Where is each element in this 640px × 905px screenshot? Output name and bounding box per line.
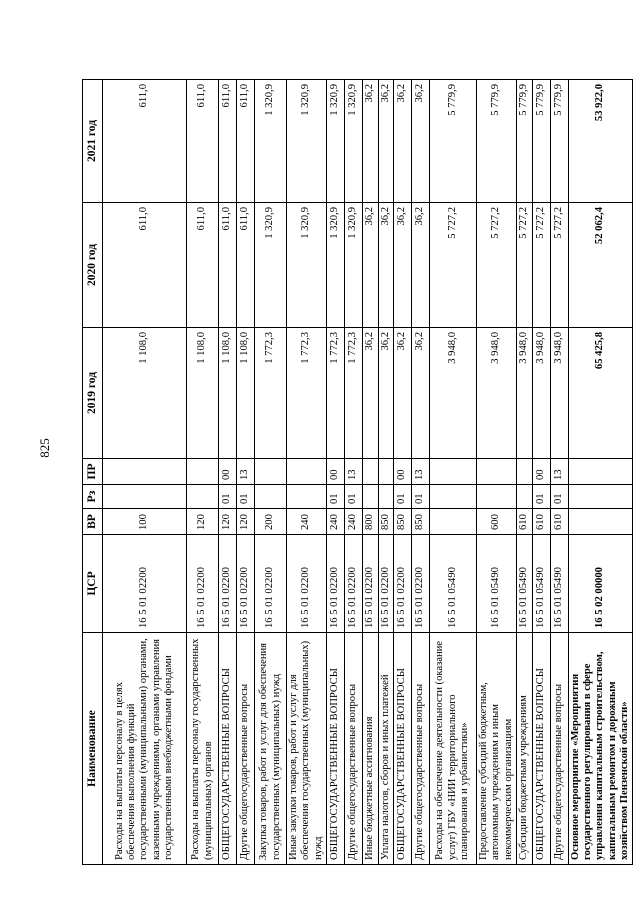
cell-pr [517, 459, 532, 485]
cell-pr: 13 [550, 459, 568, 485]
cell-y2020: 36,2 [411, 203, 429, 328]
cell-vr: 850 [378, 509, 393, 535]
cell-rz: 01 [550, 485, 568, 509]
table-row [517, 80, 532, 865]
cell-pr [429, 459, 476, 485]
cell-y2020: 1 320,9 [255, 203, 287, 328]
cell-pr [103, 459, 187, 485]
cell-y2021: 1 320,9 [327, 80, 345, 203]
header-pr: ПР [83, 459, 103, 485]
cell-y2021: 5 779,9 [550, 80, 568, 203]
cell-vr: 600 [476, 509, 516, 535]
cell-name: Расходы на выплаты персоналу государственных (муниципальных) органов [187, 633, 219, 865]
cell-vr: 120 [237, 509, 255, 535]
table-row [411, 80, 429, 865]
cell-y2020: 1 320,9 [345, 203, 363, 328]
cell-vr: 120 [187, 509, 219, 535]
cell-vr: 200 [255, 509, 287, 535]
header-vr: ВР [83, 509, 103, 535]
cell-pr [363, 459, 378, 485]
table-row [476, 80, 516, 865]
cell-pr: 00 [219, 459, 237, 485]
cell-csr: 16 5 01 02200 [287, 535, 327, 633]
cell-y2021: 36,2 [393, 80, 411, 203]
cell-name: Закупка товаров, работ и услуг для обеспечения государственных (муниципальных) нужд [255, 633, 287, 865]
cell-y2021: 5 779,9 [532, 80, 550, 203]
header-csr: ЦСР [83, 535, 103, 633]
cell-vr: 100 [103, 509, 187, 535]
table-row [219, 80, 237, 865]
cell-csr: 16 5 01 05490 [550, 535, 568, 633]
cell-csr: 16 5 01 05490 [517, 535, 532, 633]
cell-y2019: 1 108,0 [237, 328, 255, 459]
cell-csr: 16 5 02 00000 [568, 535, 633, 633]
cell-name: Предоставление субсидий бюджетным, автономным учреждениям и иным некоммерческим организациям [476, 633, 516, 865]
cell-name: Иные бюджетные ассигнования [363, 633, 378, 865]
cell-y2019: 1 108,0 [187, 328, 219, 459]
cell-csr: 16 5 01 02200 [327, 535, 345, 633]
cell-y2020: 5 727,2 [532, 203, 550, 328]
cell-name: Расходы на обеспечение деятельности (оказание услуг) ГБУ «НИИ территориального планирования и урбанистики» [429, 633, 476, 865]
cell-vr: 850 [393, 509, 411, 535]
cell-vr: 240 [327, 509, 345, 535]
table-row [393, 80, 411, 865]
cell-csr: 16 5 01 05490 [532, 535, 550, 633]
cell-name: Расходы на выплаты персоналу в целях обеспечения выполнения функций государственными (муниципальными) органами, казенными учреждениями, органами управления государственными внебюджетными фондами [103, 633, 187, 865]
cell-rz: 01 [327, 485, 345, 509]
table-row [550, 80, 568, 865]
cell-csr: 16 5 01 02200 [255, 535, 287, 633]
cell-y2019: 65 425,8 [568, 328, 633, 459]
cell-vr: 240 [287, 509, 327, 535]
cell-y2021: 5 779,9 [517, 80, 532, 203]
table-row [568, 80, 633, 865]
cell-pr [255, 459, 287, 485]
table-row [255, 80, 287, 865]
cell-csr: 16 5 01 02200 [378, 535, 393, 633]
table-body [103, 80, 633, 865]
cell-y2021: 1 320,9 [345, 80, 363, 203]
cell-y2020: 5 727,2 [429, 203, 476, 328]
cell-csr: 16 5 01 02200 [393, 535, 411, 633]
cell-y2021: 611,0 [219, 80, 237, 203]
cell-y2021: 611,0 [187, 80, 219, 203]
cell-y2021: 1 320,9 [287, 80, 327, 203]
table-row [327, 80, 345, 865]
cell-y2019: 3 948,0 [476, 328, 516, 459]
header-2021: 2021 год [83, 80, 103, 203]
table-row [378, 80, 393, 865]
cell-y2019: 3 948,0 [429, 328, 476, 459]
cell-y2021: 36,2 [411, 80, 429, 203]
cell-y2019: 1 772,3 [345, 328, 363, 459]
budget-table [82, 79, 633, 865]
cell-rz [287, 485, 327, 509]
cell-csr: 16 5 01 02200 [187, 535, 219, 633]
cell-name: ОБЩЕГОСУДАРСТВЕННЫЕ ВОПРОСЫ [393, 633, 411, 865]
cell-pr: 13 [411, 459, 429, 485]
cell-y2021: 5 779,9 [476, 80, 516, 203]
cell-y2021: 36,2 [378, 80, 393, 203]
cell-y2020: 36,2 [393, 203, 411, 328]
cell-y2020: 36,2 [378, 203, 393, 328]
cell-csr: 16 5 01 05490 [476, 535, 516, 633]
cell-y2019: 3 948,0 [517, 328, 532, 459]
cell-y2021: 36,2 [363, 80, 378, 203]
cell-name: Уплата налогов, сборов и иных платежей [378, 633, 393, 865]
cell-y2019: 36,2 [378, 328, 393, 459]
cell-name: Субсидии бюджетным учреждениям [517, 633, 532, 865]
cell-y2020: 1 320,9 [327, 203, 345, 328]
cell-rz: 01 [219, 485, 237, 509]
cell-name: Другие общегосударственные вопросы [550, 633, 568, 865]
cell-vr: 120 [219, 509, 237, 535]
cell-y2019: 36,2 [393, 328, 411, 459]
cell-rz: 01 [393, 485, 411, 509]
cell-vr: 240 [345, 509, 363, 535]
cell-csr: 16 5 01 02200 [237, 535, 255, 633]
cell-y2020: 611,0 [219, 203, 237, 328]
cell-vr: 800 [363, 509, 378, 535]
cell-y2019: 3 948,0 [550, 328, 568, 459]
cell-rz: 01 [411, 485, 429, 509]
cell-rz [429, 485, 476, 509]
cell-y2021: 611,0 [103, 80, 187, 203]
table-row [345, 80, 363, 865]
cell-csr: 16 5 01 02200 [103, 535, 187, 633]
cell-pr: 00 [532, 459, 550, 485]
header-rz: Рз [83, 485, 103, 509]
cell-y2020: 36,2 [363, 203, 378, 328]
table-row [187, 80, 219, 865]
cell-y2020: 1 320,9 [287, 203, 327, 328]
cell-y2019: 36,2 [411, 328, 429, 459]
cell-csr: 16 5 01 02200 [411, 535, 429, 633]
header-name: Наименование [83, 633, 103, 865]
cell-name: ОБЩЕГОСУДАРСТВЕННЫЕ ВОПРОСЫ [532, 633, 550, 865]
cell-y2020: 611,0 [103, 203, 187, 328]
cell-name: ОБЩЕГОСУДАРСТВЕННЫЕ ВОПРОСЫ [219, 633, 237, 865]
cell-y2020: 5 727,2 [517, 203, 532, 328]
cell-rz: 01 [345, 485, 363, 509]
page-number: 825 [37, 438, 52, 458]
cell-y2020: 5 727,2 [550, 203, 568, 328]
cell-vr: 610 [550, 509, 568, 535]
cell-y2019: 1 772,3 [255, 328, 287, 459]
table-header-row [83, 80, 103, 865]
table-row [363, 80, 378, 865]
cell-pr [568, 459, 633, 485]
cell-vr: 850 [411, 509, 429, 535]
cell-y2019: 3 948,0 [532, 328, 550, 459]
cell-y2019: 1 772,3 [327, 328, 345, 459]
cell-pr [287, 459, 327, 485]
cell-csr: 16 5 01 05490 [429, 535, 476, 633]
cell-pr: 00 [393, 459, 411, 485]
cell-vr [429, 509, 476, 535]
cell-rz [378, 485, 393, 509]
cell-rz [517, 485, 532, 509]
table-row [532, 80, 550, 865]
cell-y2019: 36,2 [363, 328, 378, 459]
cell-name: Иные закупки товаров, работ и услуг для обеспечения государственных (муниципальных) нужд [287, 633, 327, 865]
table-row [287, 80, 327, 865]
table-row [237, 80, 255, 865]
cell-rz: 01 [237, 485, 255, 509]
cell-pr: 13 [237, 459, 255, 485]
cell-y2020: 52 062,4 [568, 203, 633, 328]
cell-csr: 16 5 01 02200 [219, 535, 237, 633]
header-2019: 2019 год [83, 328, 103, 459]
cell-rz [103, 485, 187, 509]
cell-vr [568, 509, 633, 535]
cell-rz [568, 485, 633, 509]
cell-y2020: 611,0 [237, 203, 255, 328]
cell-rz [255, 485, 287, 509]
cell-y2021: 1 320,9 [255, 80, 287, 203]
header-2020: 2020 год [83, 203, 103, 328]
cell-y2020: 611,0 [187, 203, 219, 328]
table-row [429, 80, 476, 865]
cell-y2021: 611,0 [237, 80, 255, 203]
cell-y2019: 1 108,0 [103, 328, 187, 459]
cell-y2019: 1 108,0 [219, 328, 237, 459]
cell-csr: 16 5 01 02200 [363, 535, 378, 633]
cell-y2021: 53 922,0 [568, 80, 633, 203]
cell-y2020: 5 727,2 [476, 203, 516, 328]
cell-pr [187, 459, 219, 485]
table-row [103, 80, 187, 865]
cell-name: Другие общегосударственные вопросы [345, 633, 363, 865]
cell-rz [363, 485, 378, 509]
cell-y2021: 5 779,9 [429, 80, 476, 203]
cell-vr: 610 [517, 509, 532, 535]
cell-name: Другие общегосударственные вопросы [237, 633, 255, 865]
cell-name: Основное мероприятие «Мероприятия государственного регулирования в сфере управления капитальным строительством, капитальным ремонтом и дорожным хозяйством Пензенской области» [568, 633, 633, 865]
cell-csr: 16 5 01 02200 [345, 535, 363, 633]
cell-rz [187, 485, 219, 509]
cell-pr [476, 459, 516, 485]
cell-pr [378, 459, 393, 485]
cell-pr: 00 [327, 459, 345, 485]
cell-y2019: 1 772,3 [287, 328, 327, 459]
table-viewport [82, 80, 631, 865]
cell-rz: 01 [532, 485, 550, 509]
cell-name: ОБЩЕГОСУДАРСТВЕННЫЕ ВОПРОСЫ [327, 633, 345, 865]
cell-pr: 13 [345, 459, 363, 485]
cell-name: Другие общегосударственные вопросы [411, 633, 429, 865]
cell-vr: 610 [532, 509, 550, 535]
cell-rz [476, 485, 516, 509]
